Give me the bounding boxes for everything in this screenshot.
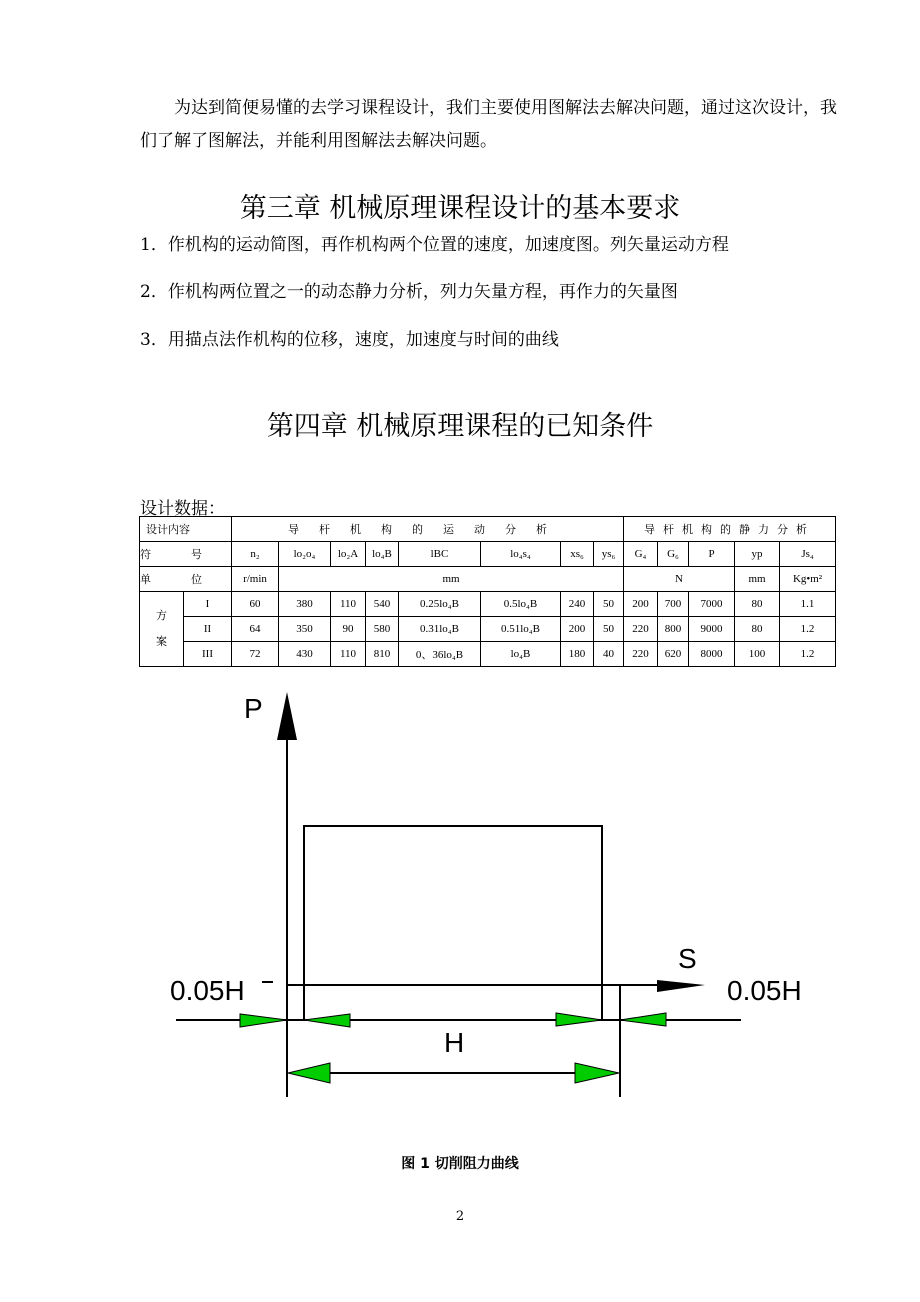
requirement-item-3: 3．用描点法作机构的位移，速度，加速度与时间的曲线 [140, 330, 559, 350]
value-cell: lo₄B [481, 642, 561, 667]
value-cell: 9000 [689, 617, 735, 642]
design-content-text: 设计内容 [146, 524, 190, 536]
symbol-cell: xs₆ [561, 542, 594, 567]
unit-label: 单位 [140, 567, 232, 592]
symbol-cell: lo₄B [366, 542, 399, 567]
unit-mm: mm [279, 567, 624, 592]
requirement-item-2: 2．作机构两位置之一的动态静力分析，列力矢量方程，再作力的矢量图 [140, 282, 678, 302]
symbol-cell: ys₆ [594, 542, 624, 567]
value-cell: 1.2 [780, 617, 836, 642]
s-axis-arrow [657, 980, 705, 992]
value-cell: 800 [658, 617, 689, 642]
value-cell: 620 [658, 642, 689, 667]
unit-mm-yp: mm [735, 567, 780, 592]
value-cell: 220 [624, 617, 658, 642]
plan-row [140, 617, 836, 642]
value-cell: 50 [594, 617, 624, 642]
left-margin-arrow [240, 1014, 287, 1027]
value-cell: 60 [232, 592, 279, 617]
value-cell: 110 [331, 592, 366, 617]
value-cell: 64 [232, 617, 279, 642]
right-margin-arrow [556, 1013, 602, 1026]
symbol-cell: G₆ [658, 542, 689, 567]
plan-row [140, 642, 836, 667]
value-cell: 380 [279, 592, 331, 617]
left-margin-label: 0.05H [170, 975, 245, 1006]
symbol-cell: lo₂o₄ [279, 542, 331, 567]
unit-inertia: Kg•m² [780, 567, 836, 592]
chapter4-title: 第四章 机械原理课程的已知条件 [266, 411, 654, 442]
symbol-cell: lBC [399, 542, 481, 567]
value-cell: 8000 [689, 642, 735, 667]
left-margin-arrow [304, 1014, 350, 1027]
value-cell: 7000 [689, 592, 735, 617]
value-cell: 0.51lo₄B [481, 617, 561, 642]
value-cell: 100 [735, 642, 780, 667]
value-cell: 540 [366, 592, 399, 617]
resistance-rectangle [304, 826, 602, 1020]
plan-row [140, 592, 836, 617]
right-margin-label: 0.05H [727, 975, 802, 1006]
symbol-cell: yp [735, 542, 780, 567]
plan-id: I [184, 592, 232, 617]
symbol-cell: P [689, 542, 735, 567]
header-row [140, 517, 836, 542]
value-cell: 430 [279, 642, 331, 667]
value-cell: 0、36lo₄B [399, 642, 481, 667]
value-cell: 200 [624, 592, 658, 617]
design-data-table [139, 516, 836, 667]
h-left-arrow [288, 1063, 330, 1083]
symbol-cell: Js₄ [780, 542, 836, 567]
value-cell: 72 [232, 642, 279, 667]
value-cell: 1.1 [780, 592, 836, 617]
symbol-cell: G₄ [624, 542, 658, 567]
value-cell: 350 [279, 617, 331, 642]
plan-id: II [184, 617, 232, 642]
value-cell: 110 [331, 642, 366, 667]
s-axis-label: S [678, 943, 697, 974]
value-cell: 0.25lo₄B [399, 592, 481, 617]
unit-rpm: r/min [232, 567, 279, 592]
p-axis-arrow [277, 692, 297, 740]
value-cell: 180 [561, 642, 594, 667]
requirement-item-1: 1．作机构的运动简图，再作机构两个位置的速度，加速度图。列矢量运动方程 [140, 235, 729, 255]
cutting-resistance-figure [0, 680, 920, 1130]
design-data-label: 设计数据： [140, 499, 225, 519]
figure-caption: 图 1 切削阻力曲线 [401, 1156, 519, 1172]
unit-newton: N [624, 567, 735, 592]
page-number: 2 [455, 1209, 465, 1224]
motion-analysis-header: 导杆机构的运动分析 [232, 517, 624, 542]
value-cell: 90 [331, 617, 366, 642]
value-cell: 40 [594, 642, 624, 667]
value-cell: 1.2 [780, 642, 836, 667]
value-cell: 580 [366, 617, 399, 642]
value-cell: 0.5lo₄B [481, 592, 561, 617]
design-content-header [140, 517, 232, 542]
value-cell: 50 [594, 592, 624, 617]
symbol-cell: lo₄s₄ [481, 542, 561, 567]
plan-id: III [184, 642, 232, 667]
p-axis-label: P [244, 693, 263, 724]
symbol-cell: lo₂A [331, 542, 366, 567]
right-margin-arrow [620, 1013, 666, 1026]
intro-paragraph: 为达到简便易懂的去学习课程设计，我们主要使用图解法去解决问题，通过这次设计，我们了解了图解法，并能利用图解法去解决问题。 [140, 98, 837, 151]
static-analysis-header: 导杆机构的静力分析 [624, 517, 836, 542]
plan-label: 方案 [140, 592, 184, 667]
unit-row [140, 567, 836, 592]
value-cell: 810 [366, 642, 399, 667]
value-cell: 80 [735, 617, 780, 642]
value-cell: 0.31lo₄B [399, 617, 481, 642]
chapter3-title: 第三章 机械原理课程设计的基本要求 [239, 193, 681, 224]
h-label: H [444, 1027, 465, 1058]
symbol-label: 符号 [140, 542, 232, 567]
value-cell: 700 [658, 592, 689, 617]
value-cell: 240 [561, 592, 594, 617]
value-cell: 220 [624, 642, 658, 667]
symbol-cell: n₂ [232, 542, 279, 567]
value-cell: 80 [735, 592, 780, 617]
value-cell: 200 [561, 617, 594, 642]
symbol-row [140, 542, 836, 567]
h-right-arrow [575, 1063, 619, 1083]
